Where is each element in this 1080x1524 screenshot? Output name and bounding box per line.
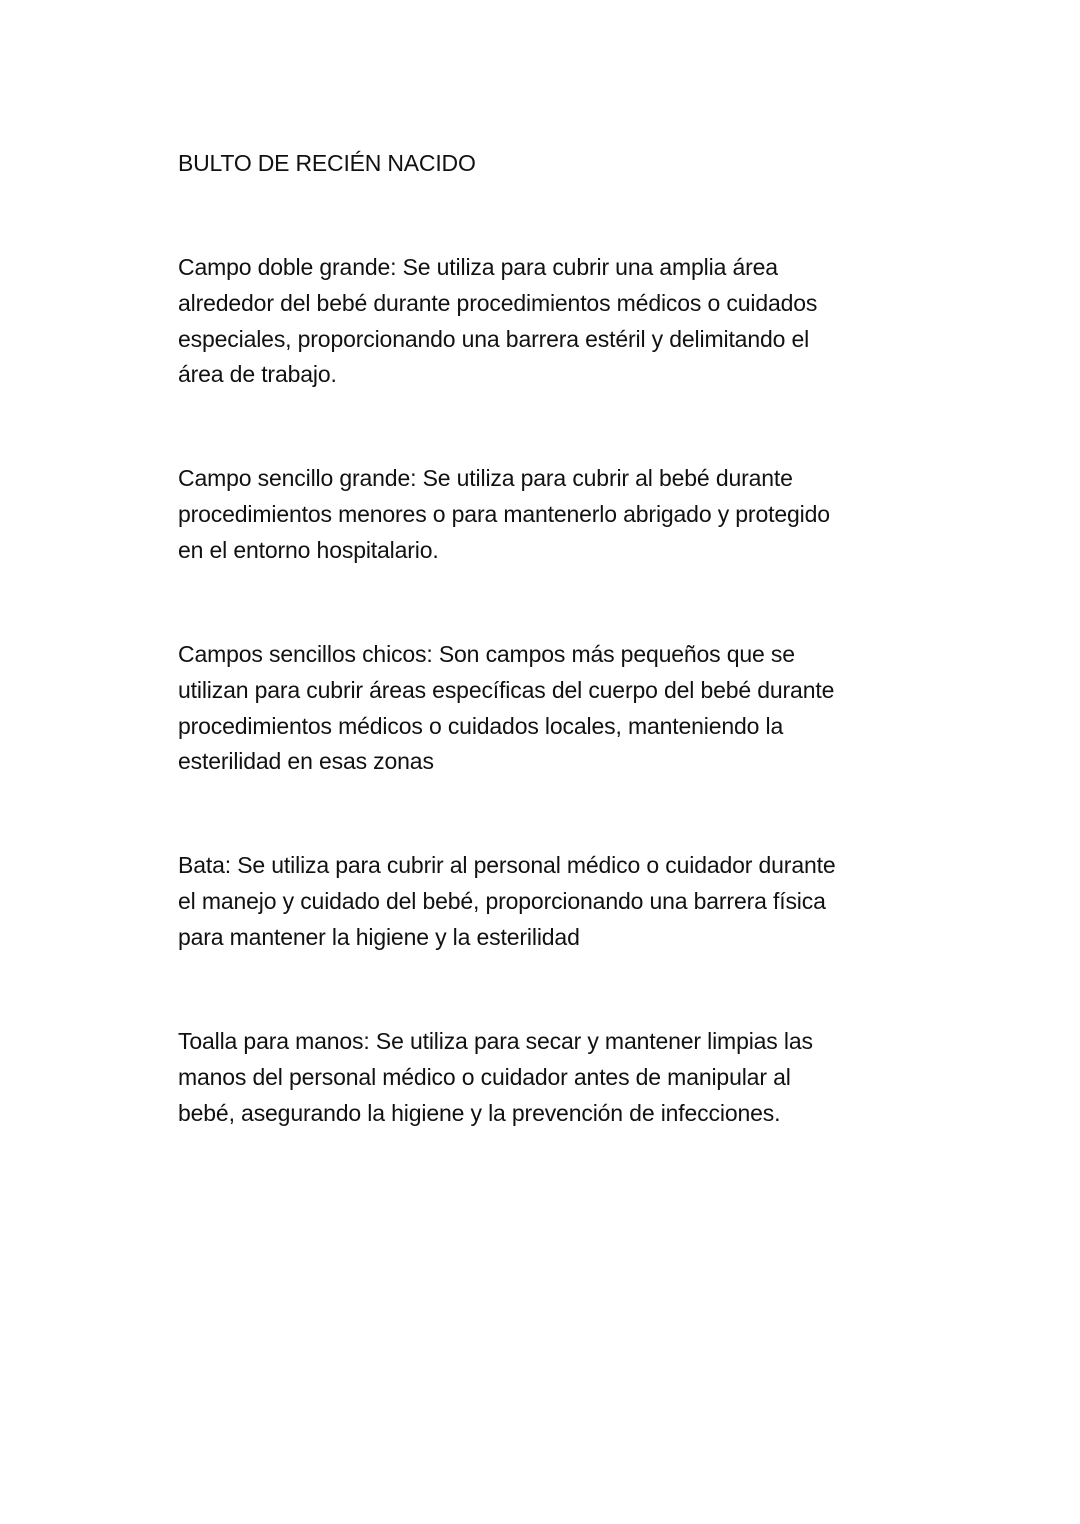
paragraph-bata xyxy=(178,848,938,955)
paragraph-line: esterilidad en esas zonas xyxy=(178,748,434,775)
document-title: BULTO DE RECIÉN NACIDO xyxy=(178,150,476,176)
paragraph-line: área de trabajo. xyxy=(178,361,337,388)
paragraph-line: Campos sencillos chicos: Son campos más pequeños que se xyxy=(178,641,795,667)
paragraph-line: procedimientos menores o para mantenerlo abrigado y protegido xyxy=(178,500,830,527)
paragraph-line: en el entorno hospitalario. xyxy=(178,536,439,563)
paragraph-toalla-para-manos xyxy=(178,1024,938,1131)
paragraph-campo-doble-grande xyxy=(178,250,938,393)
paragraph-line: Campo sencillo grande: Se utiliza para cubrir al bebé durante xyxy=(178,465,793,491)
paragraph-line: Bata: Se utiliza para cubrir al personal médico o cuidador durante xyxy=(178,852,836,878)
paragraph-campos-sencillos-chicos xyxy=(178,637,938,780)
paragraph-campo-sencillo-grande xyxy=(178,461,938,568)
paragraph-line: especiales, proporcionando una barrera estéril y delimitando el xyxy=(178,325,810,352)
paragraph-line: procedimientos médicos o cuidados locales, manteniendo la xyxy=(178,712,784,739)
paragraph-line: para mantener la higiene y la esterilidad xyxy=(178,923,580,950)
paragraph-line: utilizan para cubrir áreas específicas del cuerpo del bebé durante xyxy=(178,676,835,703)
paragraph-line: bebé, asegurando la higiene y la prevención de infecciones. xyxy=(178,1099,781,1126)
paragraph-line: el manejo y cuidado del bebé, proporcionando una barrera física xyxy=(178,887,826,914)
paragraph-line: manos del personal médico o cuidador antes de manipular al xyxy=(178,1063,791,1090)
paragraph-line: alrededor del bebé durante procedimientos médicos o cuidados xyxy=(178,289,818,316)
paragraph-line: Campo doble grande: Se utiliza para cubrir una amplia área xyxy=(178,254,778,280)
paragraph-line: Toalla para manos: Se utiliza para secar y mantener limpias las xyxy=(178,1028,813,1054)
